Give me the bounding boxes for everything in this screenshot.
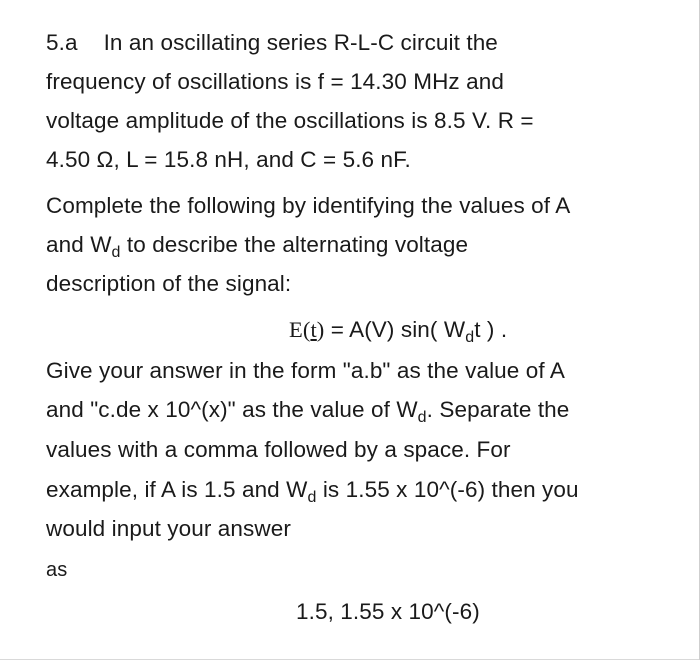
instruction-line-3: description of the signal:: [46, 271, 292, 296]
format-line-3: values with a comma followed by a space. For: [46, 437, 511, 462]
format-line-2: and "c.de x 10^(x)" as the value of $W_d$. Separate the: [46, 397, 570, 426]
problem-line-3: voltage amplitude of the oscillations is 8.5 V. R =: [46, 108, 534, 133]
problem-line-2: frequency of oscillations is f = 14.30 MHz and: [46, 69, 504, 94]
format-line-5: would input your answer: [46, 516, 291, 541]
problem-text-1: In an oscillating series R-L-C circuit the: [103, 30, 498, 55]
format-line-1: Give your answer in the form "a.b" as the value of A: [46, 358, 565, 383]
instruction-line-2: and $W_d$ to describe the alternating voltage: [46, 232, 469, 261]
formula-t: t: [310, 317, 317, 342]
problem-line-4: 4.50 Ω, L = 15.8 nH, and C = 5.6 nF.: [46, 147, 411, 172]
subscript-d: d: [111, 244, 121, 261]
problem-line-1: [46, 29, 498, 57]
example-answer: 1.5, 1.55 x 10^(-6): [296, 599, 480, 624]
problem-number: 5.a: [46, 30, 78, 55]
formula: E(t) = A(V) sin( $W_dt$ ) .: [289, 317, 508, 346]
format-line-4: example, if A is 1.5 and $W_d$ is 1.55 x 10^(-6) then you: [46, 477, 579, 506]
instruction-line-1: Complete the following by identifying the values of A: [46, 193, 571, 218]
format-line-6: as: [46, 559, 68, 581]
